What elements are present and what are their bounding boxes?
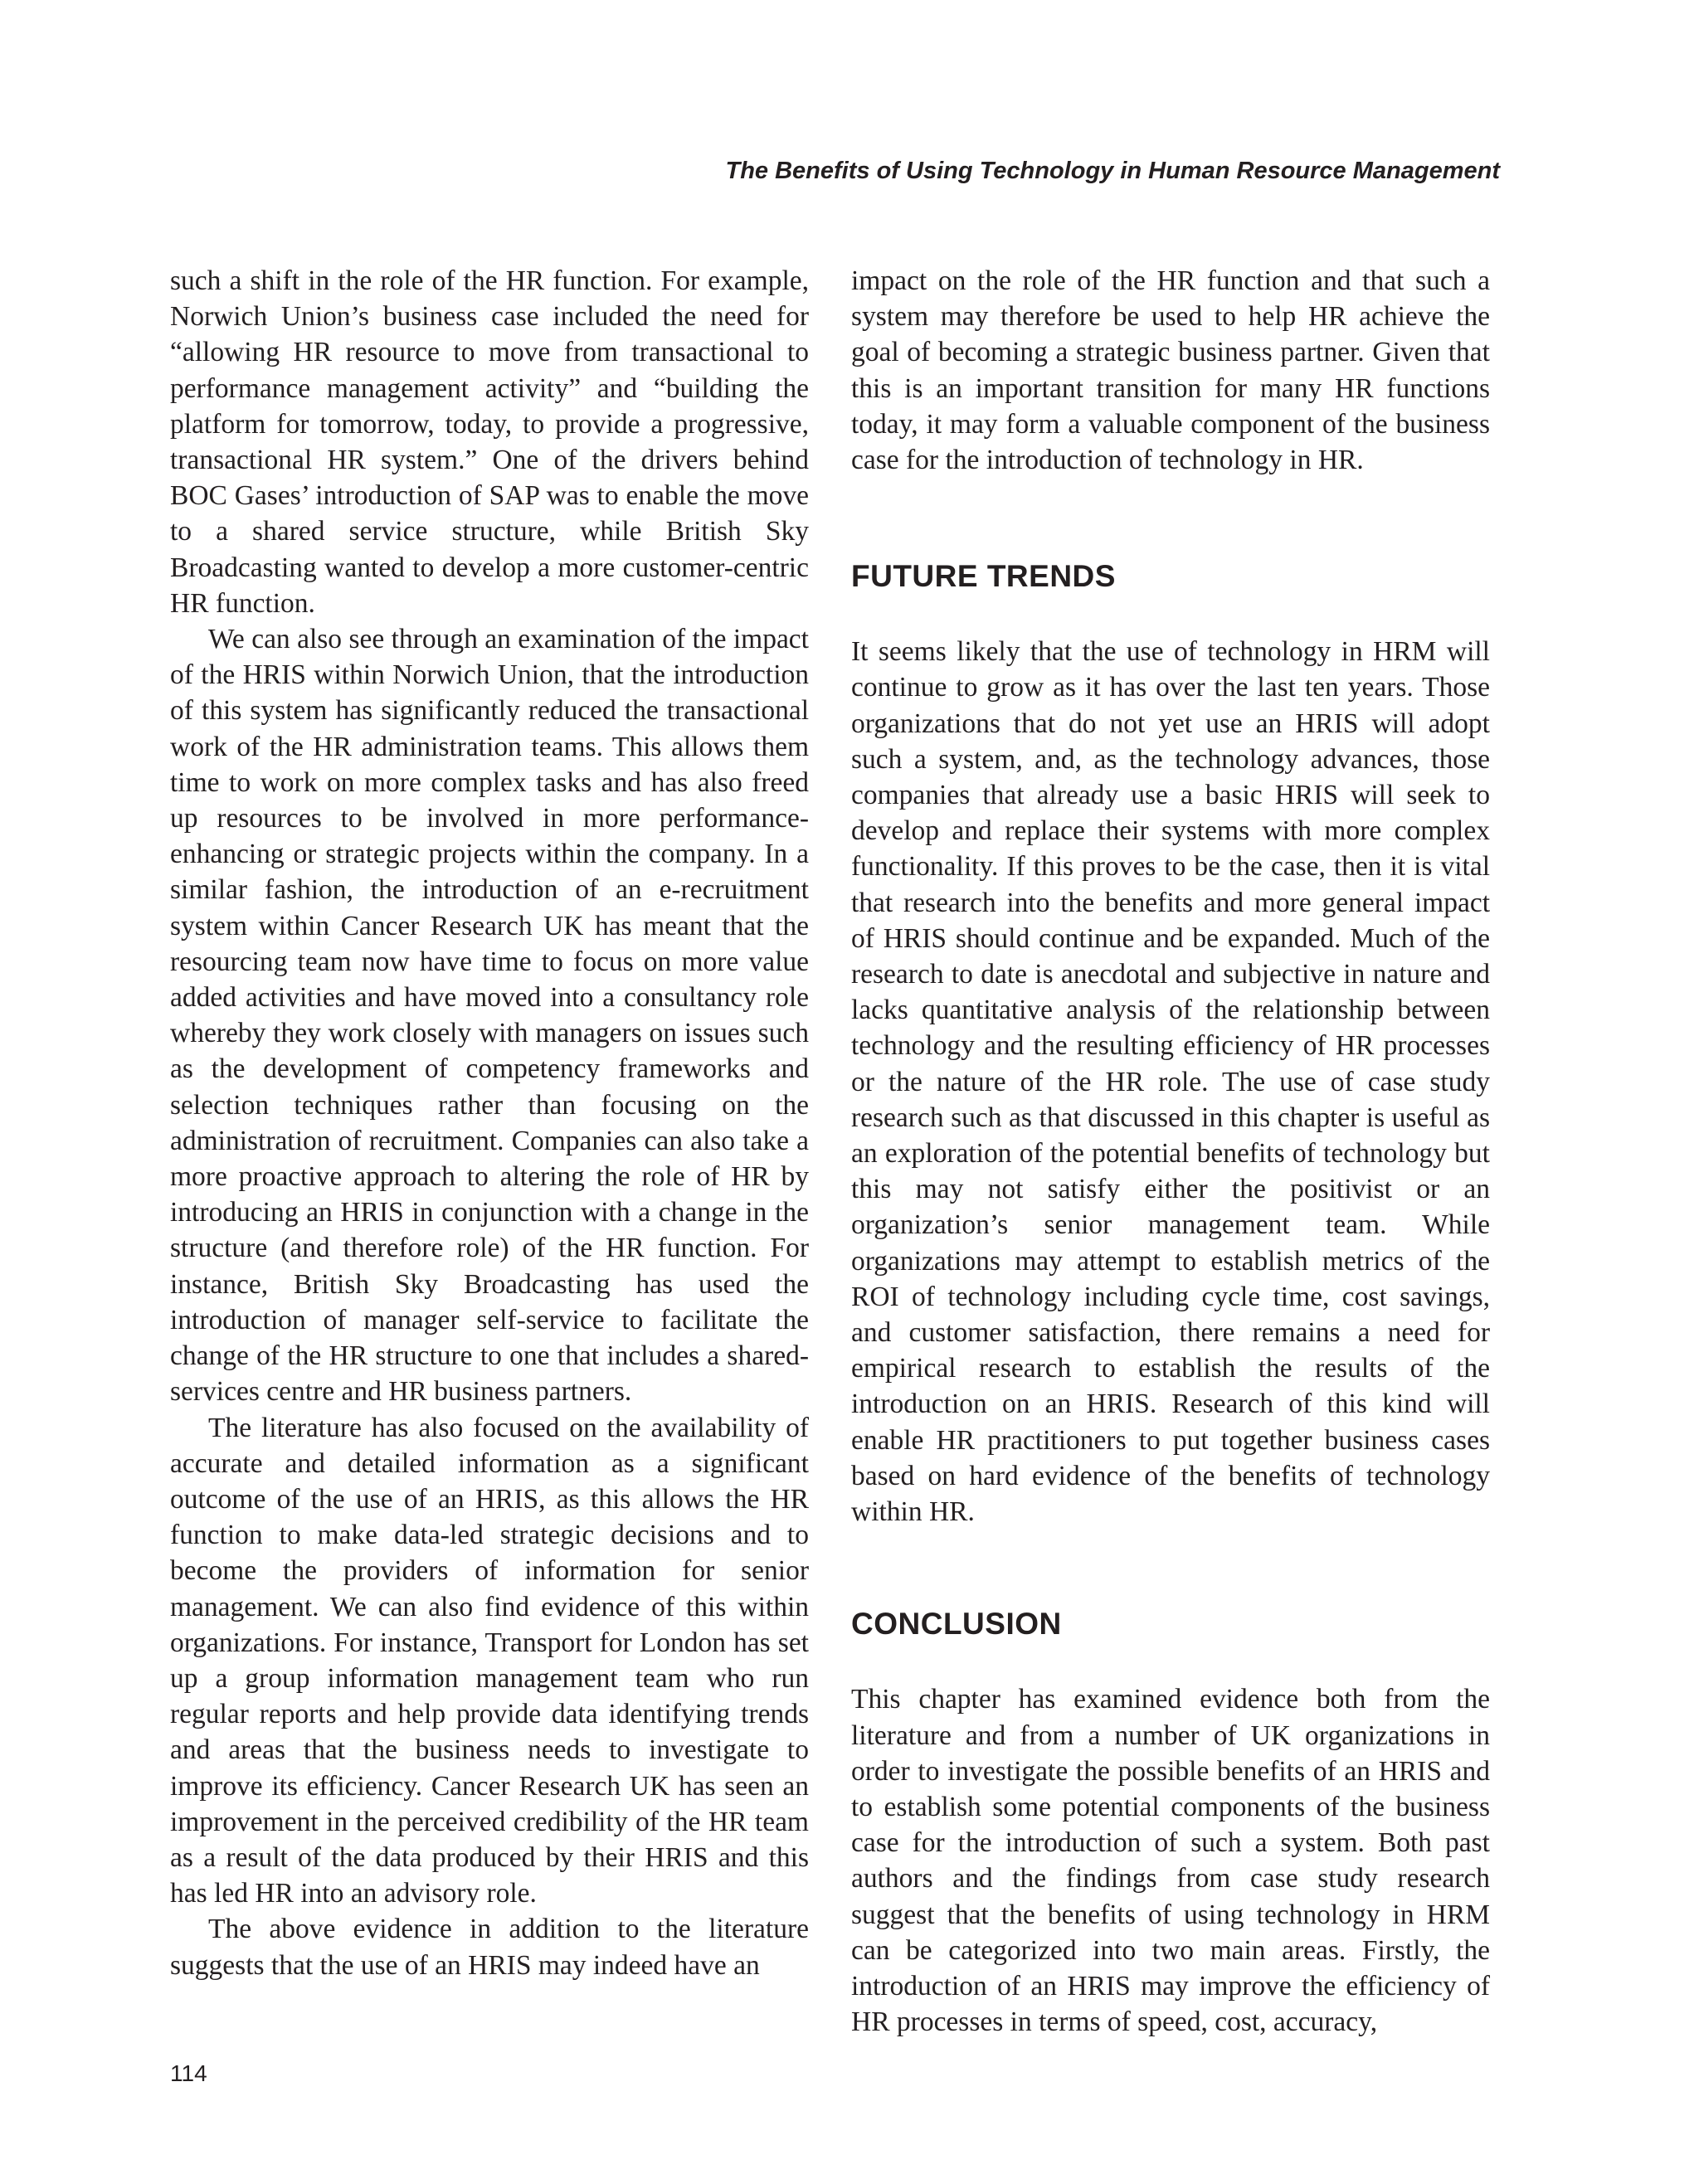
future-trends-paragraph: It seems likely that the use of technology in HRM will continue to grow as it has over the last ten years. Those organizations that do not yet use an HRIS will adopt such a system, and, as the technology advances, those companies that already use a basic HRIS will seek to develop and replace their systems with more complex functionality. If this proves to be the case, then it is vital that research into the benefits and more general impact of HRIS should continue and be expanded. Much of the research to date is anecdotal and subjective in nature and lacks quantitative analysis of the relationship between technology and the resulting efficiency of HR processes or the nature of the HR role. The use of case study research such as that discussed in this chapter is useful as an exploration of the potential benefits of technology but this may not satisfy either the positivist or an organization’s senior management team. While organizations may attempt to establish metrics of the ROI of technology including cycle time, cost savings, and customer satisfaction, there remains a need for empirical research to establish the results of the introduction on an HRIS. Research of this kind will enable HR practitioners to put together business cases based on hard evidence of the benefits of technology within HR.: [851, 636, 1490, 1528]
left-column: [170, 263, 809, 1983]
conclusion-heading: CONCLUSION: [851, 1607, 1062, 1642]
heading-spacer: [851, 1642, 1490, 1681]
running-header: The Benefits of Using Technology in Human Resource Management: [725, 158, 1500, 184]
section-spacer: [851, 478, 1490, 558]
future-trends-heading: FUTURE TRENDS: [851, 559, 1116, 594]
right-column: [851, 263, 1490, 2040]
conclusion-paragraph: This chapter has examined evidence both from the literature and from a number of UK organizations in order to investigate the possible benefits of an HRIS and to establish some potential components of the business case for the introduction of such a system. Both past authors and the findings from case study research suggest that the benefits of using technology in HRM can be categorized into two main areas. Firstly, the introduction of an HRIS may improve the efficiency of HR processes in terms of speed, cost, accuracy,: [851, 1684, 1490, 2038]
left-paragraph-3: The literature has also focused on the availability of accurate and detailed information as a significant outcome of the use of an HRIS, as this allows the HR function to make data-led strategic decisions and to become the providers of information for senior management. We can also find evidence of this within organizations. For instance, Transport for London has set up a group information management team who run regular reports and help provide data identifying trends and areas that the business needs to investigate to improve its efficiency. Cancer Research UK has seen an improvement in the perceived credibility of the HR team as a result of the data produced by their HRIS and this has led HR into an advisory role.: [170, 1412, 809, 1909]
left-paragraph-1: such a shift in the role of the HR function. For example, Norwich Union’s business case included the need for “allowing HR resource to move from transactional to performance management activity” and “building the platform for tomorrow, today, to provide a progressive, transactional HR system.” One of the drivers behind BOC Gases’ introduction of SAP was to enable the move to a shared service structure, while British Sky Broadcasting wanted to develop a more customer-centric HR function.: [170, 265, 809, 619]
left-paragraph-4: The above evidence in addition to the literature suggests that the use of an HRIS may indeed have an: [170, 1914, 809, 1981]
left-paragraph-2: We can also see through an examination of the impact of the HRIS within Norwich Union, that the introduction of this system has significantly reduced the transactional work of the HR administration teams. This allows them time to work on more complex tasks and has also freed up resources to be involved in more performance-enhancing or strategic projects within the company. In a similar fashion, the introduction of an e-recruitment system within Cancer Research UK has meant that the resourcing team now have time to focus on more value added activities and have moved into a consultancy role whereby they work closely with managers on issues such as the development of competency frameworks and selection techniques rather than focusing on the administration of recruitment. Companies can also take a more proactive approach to altering the role of HR by introducing an HRIS in conjunction with a change in the structure (and therefore role) of the HR function. For instance, British Sky Broadcasting has used the introduction of manager self-service to facilitate the change of the HR structure to one that includes a shared-services centre and HR business partners.: [170, 624, 809, 1408]
right-intro-paragraph: impact on the role of the HR function and that such a system may therefore be used to help HR achieve the goal of becoming a strategic business partner. Given that this is an important transition for many HR functions today, it may form a valuable component of the business case for the introduction of technology in HR.: [851, 265, 1490, 476]
page-number: 114: [170, 2060, 207, 2086]
heading-spacer: [851, 595, 1490, 634]
section-spacer: [851, 1530, 1490, 1606]
